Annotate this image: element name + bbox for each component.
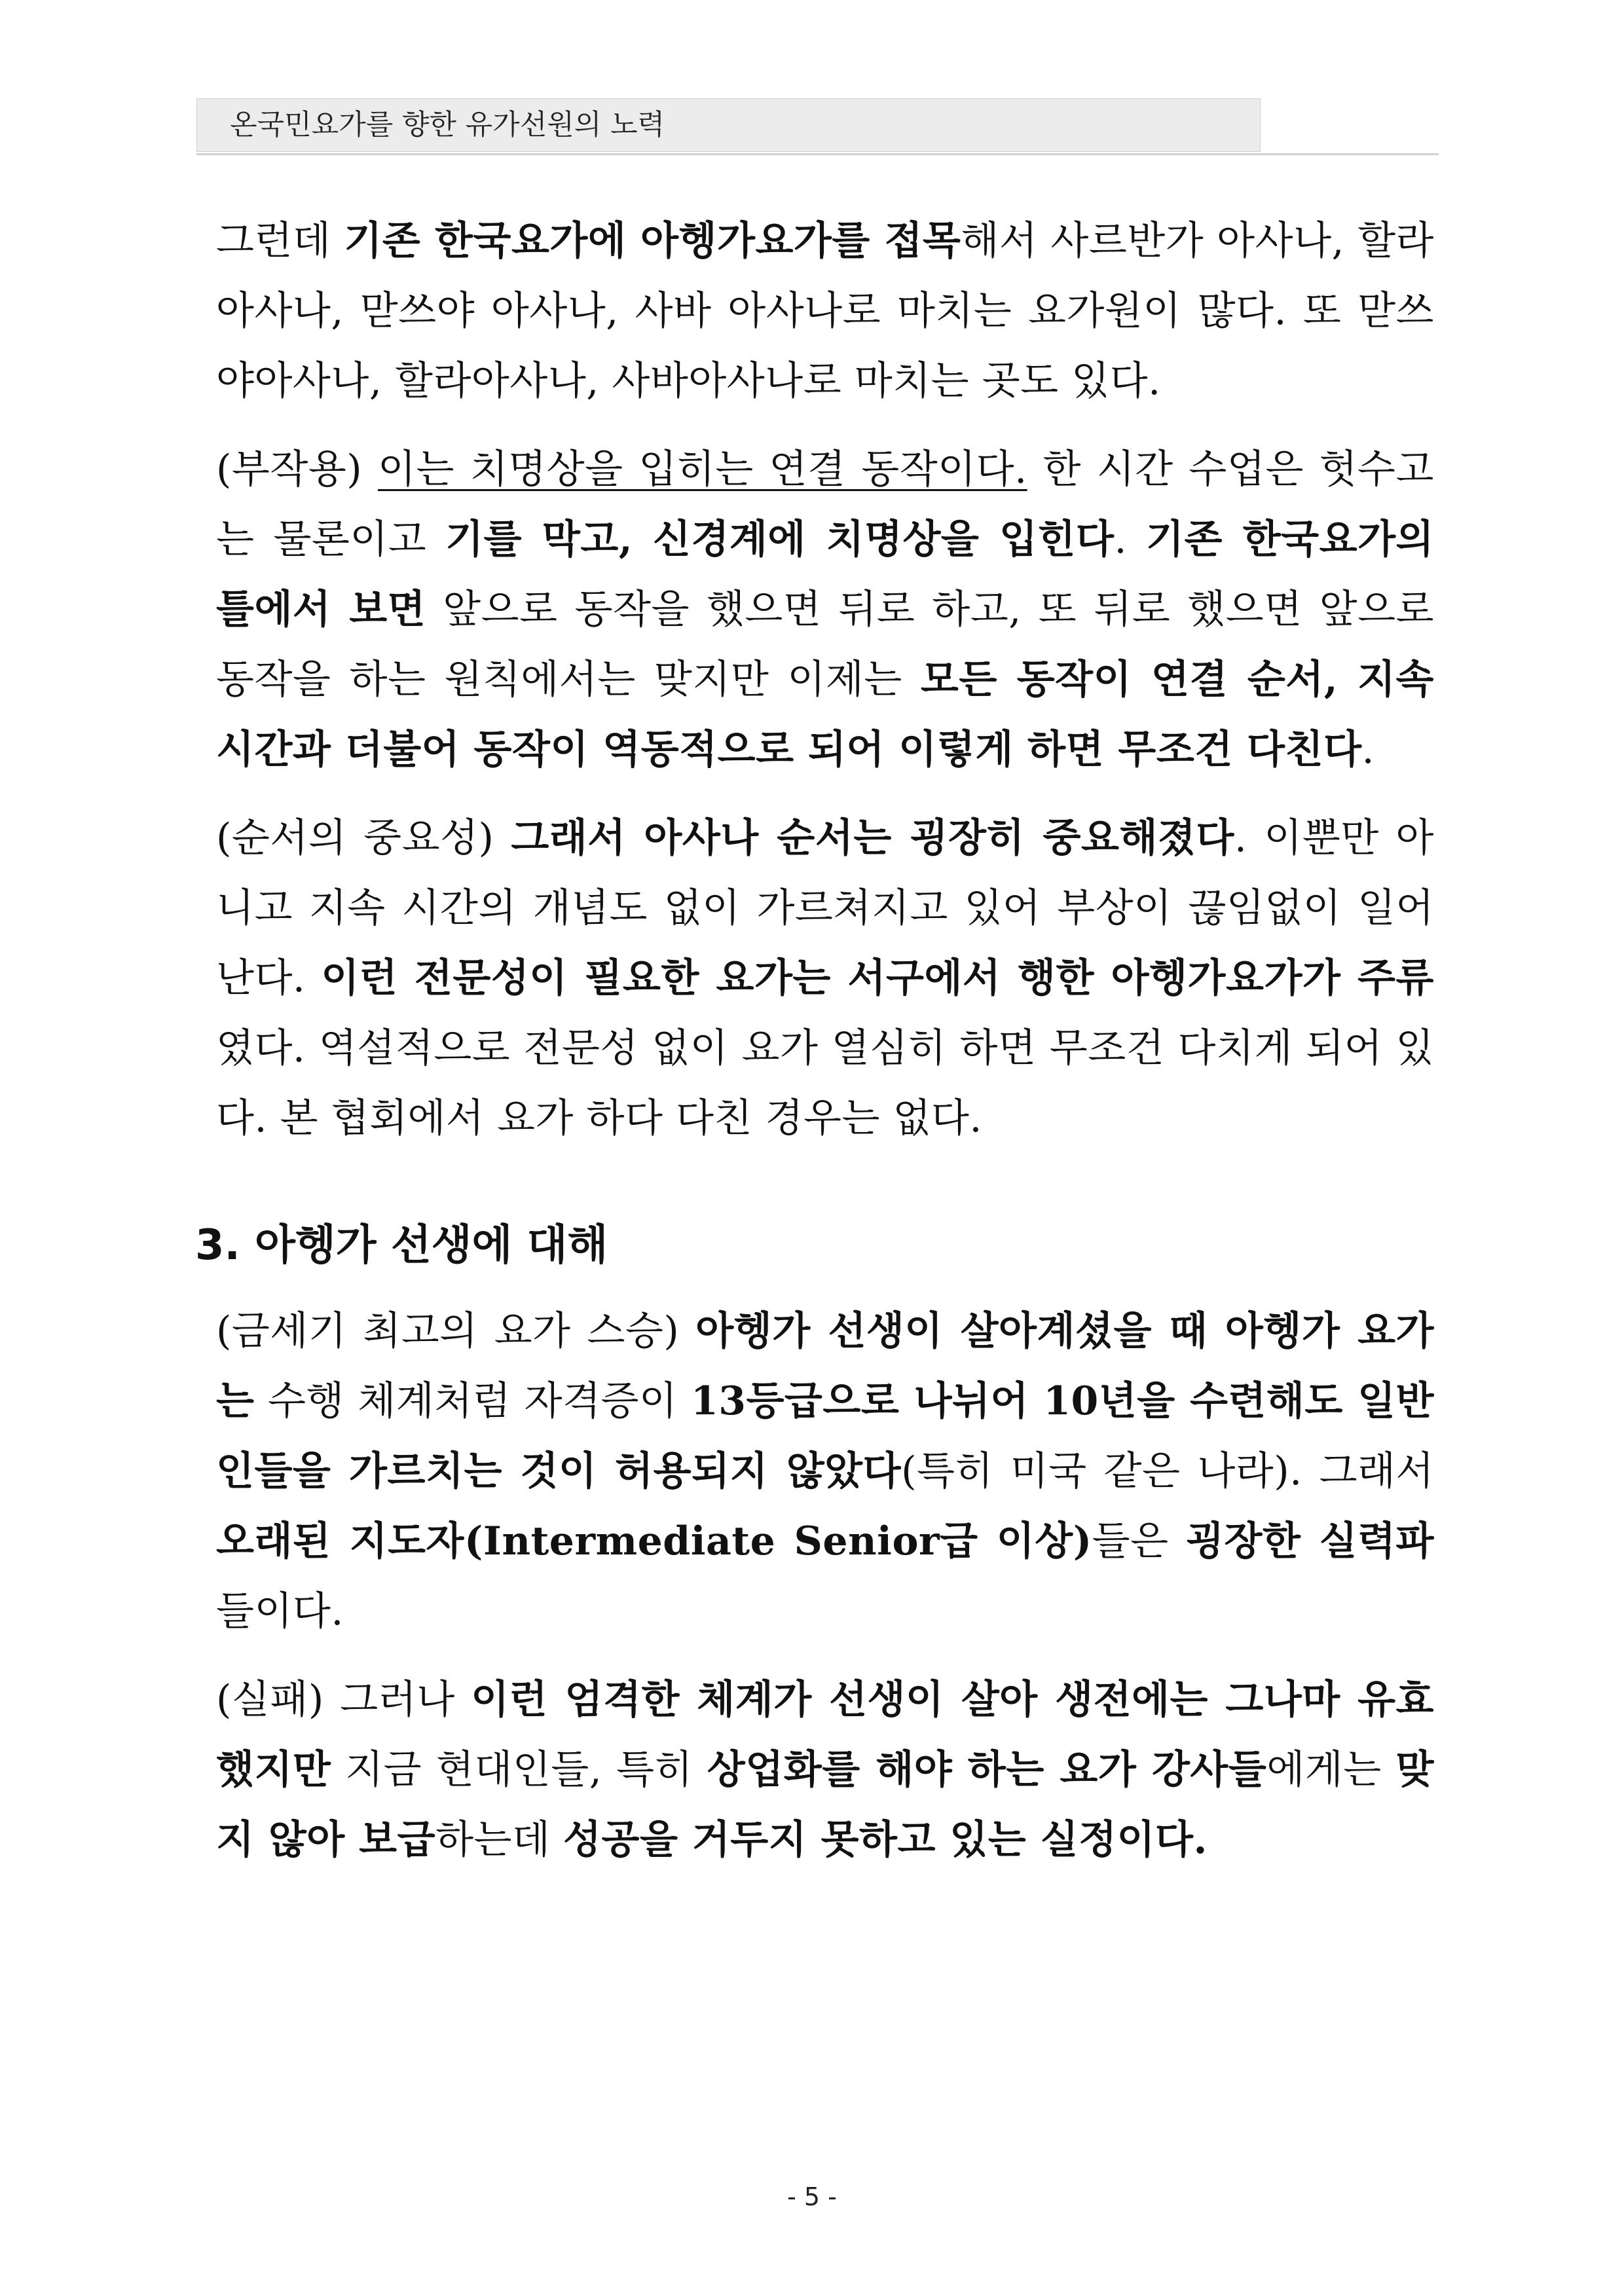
- text-run: (특히 미국 같은 나라). 그래서: [901, 1448, 1434, 1494]
- bold-text-run: 아헹가 선생이 살아계셨을 때 아헹가 요가는: [216, 1308, 1434, 1424]
- paragraph: [216, 803, 1434, 1154]
- bold-text-run: 굉장한 실력파: [1185, 1518, 1435, 1564]
- bold-text-run: 오래된 지도자(Intermediate Senior급 이상): [216, 1518, 1092, 1564]
- bold-text-run: 기존 한국요가의 틀에서 보면: [216, 517, 1434, 633]
- page-number: - 5 -: [787, 2182, 837, 2211]
- header-title: 온국민요가를 향한 유가선원의 노력: [230, 109, 665, 141]
- header-divider: [196, 153, 1439, 155]
- text-run: 앞으로 동작을 했으면 뒤로 하고, 또 뒤로 했으면 앞으로 동작을 하는 원칙에서는 맞지만 이제는: [216, 587, 1434, 703]
- paragraph: [216, 206, 1434, 416]
- text-run: 해서 사르반가 아사나, 할라 아사나, 맏쓰야 아사나, 사바 아사나로 마치는 요가원이 많다. 또 맏쓰야아사나, 할라아사나, 사바아사나로 마치는 곳도 있다.: [216, 218, 1434, 404]
- text-run: 에게는: [1266, 1747, 1396, 1793]
- text-run: (순서의 중요성): [216, 815, 511, 861]
- bold-text-run: 성공을 거두지 못하고 있는 실정이다.: [563, 1817, 1208, 1863]
- text-run: 그런데: [216, 218, 344, 264]
- text-run: 수행 체계처럼 자격증이: [254, 1378, 691, 1424]
- paragraph: [216, 1665, 1434, 1875]
- underlined-text-run: 이는 치명상을 입히는 연결 동작이다.: [378, 447, 1027, 492]
- bold-text-run: 맞지 않아 보급: [216, 1747, 1434, 1863]
- bold-text-run: 상업화를 해야 하는 요가 강사들: [707, 1747, 1267, 1793]
- text-run: 한 시간 수업은 헛수고는 물론이고: [216, 447, 1434, 562]
- text-run: (금세기 최고의 요가 스승): [216, 1308, 696, 1354]
- text-run: 하는데: [435, 1817, 564, 1863]
- paragraph: [216, 435, 1434, 785]
- bold-text-run: 기존 한국요가에 아헹가요가를 접목: [344, 218, 961, 264]
- bold-text-run: 모든 동작이 연결 순서, 지속 시간과 더불어 동작이 역동적으로 되어 이렇게 하면 무조건 다친다: [216, 657, 1434, 773]
- section-heading: 3. 아헹가 선생에 대해: [195, 1221, 608, 1270]
- text-run: (부작용): [216, 447, 378, 492]
- bold-text-run: 그래서 아사나 순서는 굉장히 중요해졌다: [511, 815, 1234, 861]
- text-run: 지금 현대인들, 특히: [331, 1747, 707, 1793]
- text-run: .: [1361, 727, 1375, 773]
- text-run: (실패) 그러나: [216, 1677, 471, 1723]
- text-run: . 이뿐만 아니고 지속 시간의 개념도 없이 가르쳐지고 있어 부상이 끊임없이 일어난다.: [216, 815, 1434, 1001]
- text-run: 들이다.: [216, 1588, 344, 1634]
- text-run: 들은: [1092, 1518, 1186, 1564]
- bold-text-run: 13등급으로 나뉘어 10년을 수련해도 일반인들을 가르치는 것이 허용되지 않았다: [216, 1378, 1434, 1494]
- text-run: 였다. 역설적으로 전문성 없이 요가 열심히 하면 무조건 다치게 되어 있다. 본 협회에서 요가 하다 다친 경우는 없다.: [216, 1025, 1434, 1141]
- page-header: [196, 98, 1261, 152]
- bold-text-run: 이런 전문성이 필요한 요가는 서구에서 행한 아헹가요가가 주류: [321, 955, 1434, 1001]
- paragraph: [216, 1296, 1434, 1647]
- bold-text-run: 이런 엄격한 체계가 선생이 살아 생전에는 그나마 유효했지만: [216, 1677, 1435, 1793]
- text-run: .: [1114, 517, 1147, 562]
- bold-text-run: 기를 막고, 신경계에 치명상을 입힌다: [445, 517, 1115, 562]
- document-body: [195, 206, 1435, 1894]
